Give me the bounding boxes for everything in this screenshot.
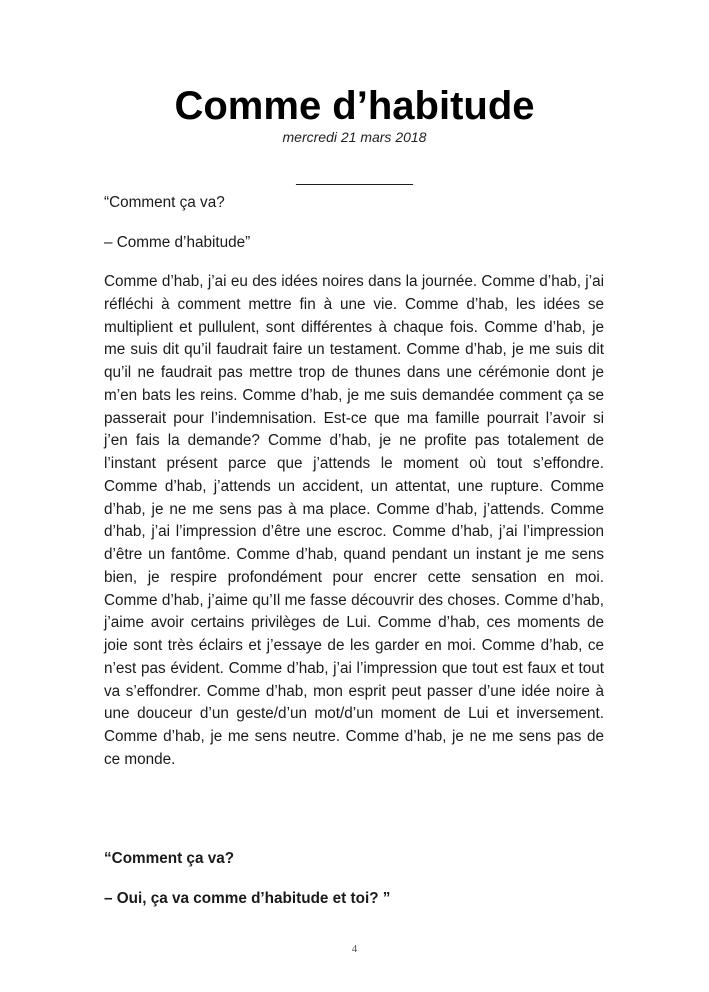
post-date: mercredi 21 mars 2018 [282,129,427,145]
page-title: Comme d’habitude [174,84,535,128]
closing-question: “Comment ça va? [104,850,235,867]
opening-question: “Comment ça va? [104,194,225,211]
closing-answer: – Oui, ça va comme d’habitude et toi? ” [104,890,391,907]
title-divider: _______________ [296,169,413,185]
page-number: 4 [351,943,358,955]
body-paragraph: Comme d’hab, j’ai eu des idées noires dans la journée. Comme d’hab, j’ai réfléchi à comment mettre fin à une vie. Comme d’hab, les idées se multiplient et pullulent, sont différentes à chaque fois. Comme d’hab, je me suis dit qu’il faudrait faire un testament. Comme d’hab, je me suis dit qu’il ne faudrait pas mettre trop de thunes dans une cérémonie dont je m’en bats les reins. Comme d’hab, je me suis demandée comment ça se passerait pour l’indemnisation. Est-ce que ma famille pourrait l’avoir si j’en fais la demande? Comme d’hab, je ne profite pas totalement de l’instant présent parce que j’attends le moment où tout s’effondre. Comme d’hab, j’attends un accident, un attentat, une rupture. Comme d’hab, je ne me sens pas à ma place. Comme d’hab, j’attends. Comme d’hab, j’ai l’impression d’être une escroc. Comme d’hab, j’ai l’impression d’être un fantôme. Comme d’hab, quand pendant un instant je me sens bien, je respire profondément pour encrer cette sensation en moi. Comme d’hab, j’aime qu’Il me fasse découvrir des choses. Comme d’hab, j’aime avoir certains privilèges de Lui. Comme d’hab, ces moments de joie sont très éclairs et j’essaye de les garder en moi. Comme d’hab, ce n’est pas évident. Comme d’hab, j’ai l’impression que tout est faux et tout va s’effondrer. Comme d’hab, mon esprit peut passer d’une idée noire à une douceur d’un geste/d’un mot/d’un moment de Lui et inversement. Comme d’hab, je me sens neutre. Comme d’hab, je ne me sens pas de ce monde. [104,273,604,768]
opening-answer: – Comme d’habitude” [104,234,251,251]
